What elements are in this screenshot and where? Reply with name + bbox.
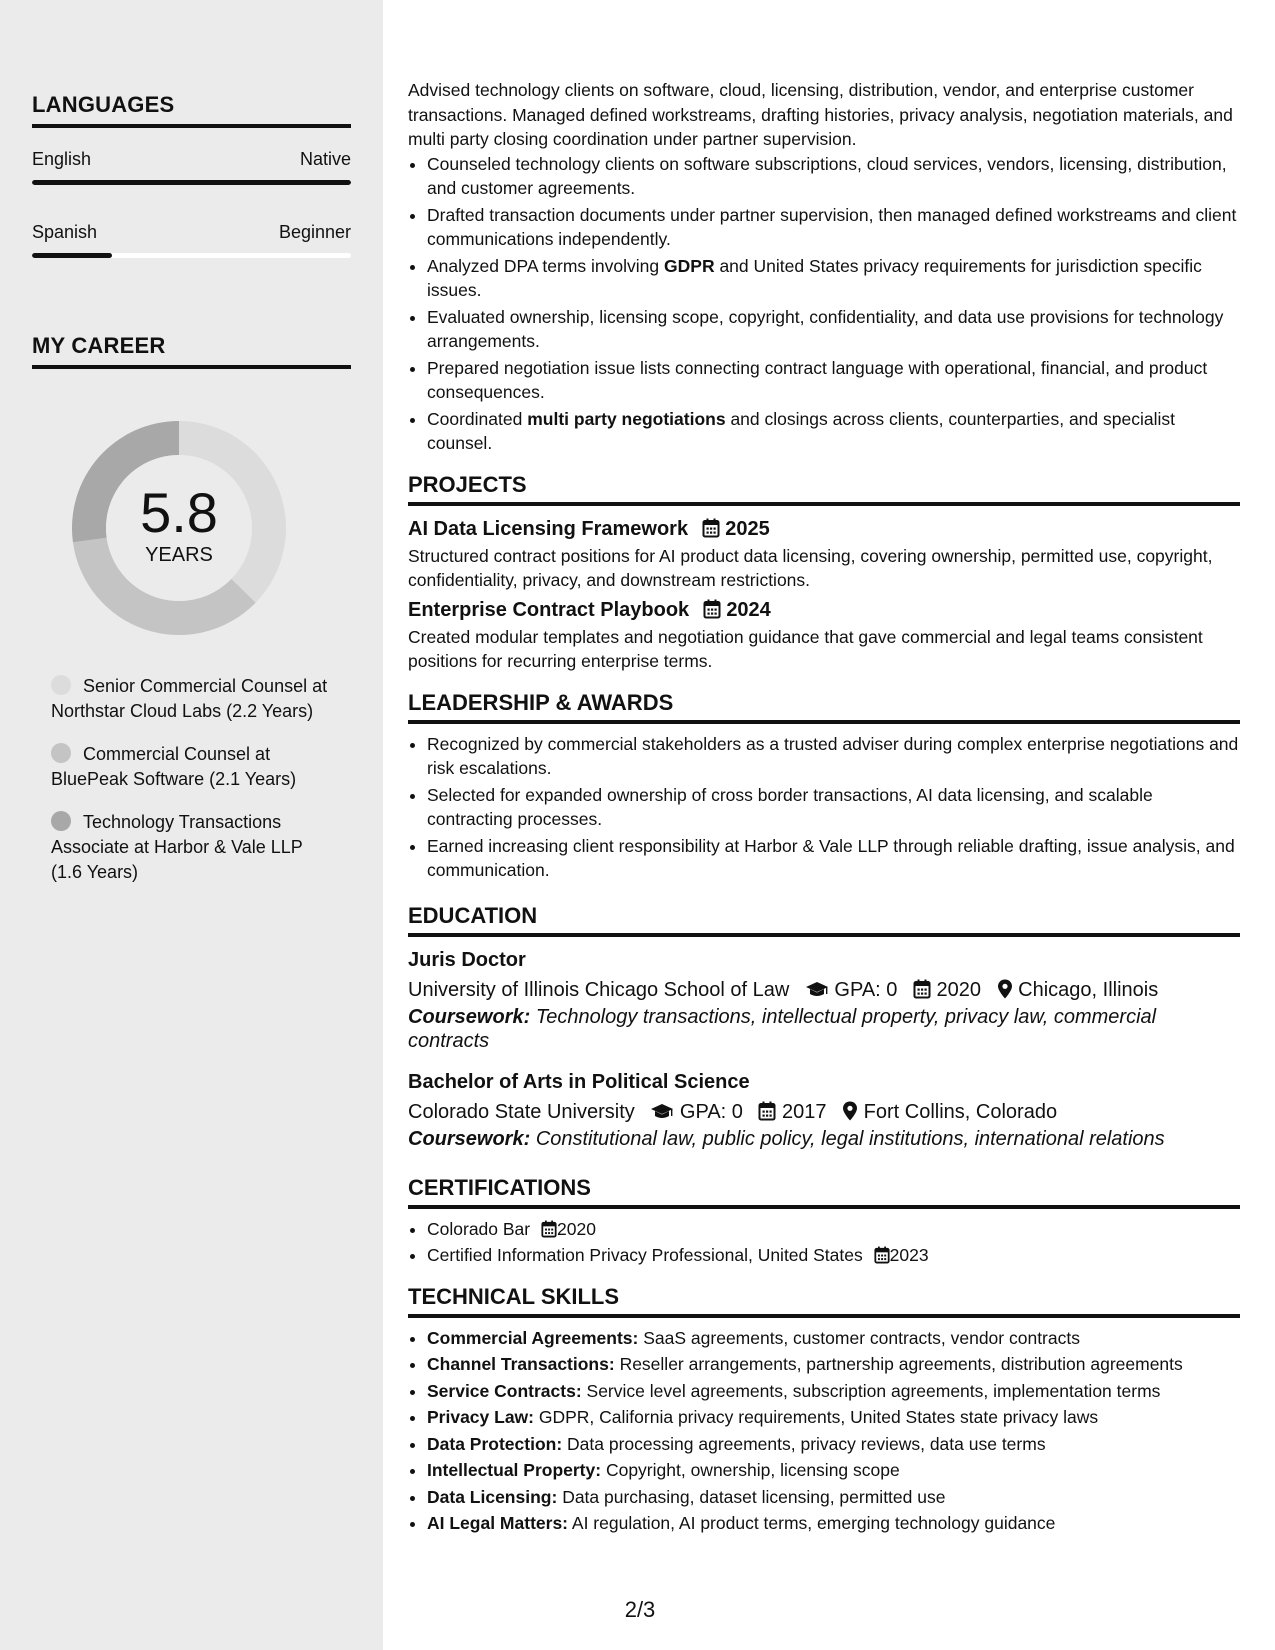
certification-name: Colorado Bar — [427, 1218, 531, 1239]
coursework-text: Constitutional law, public policy, legal institutions, international relations — [535, 1127, 1165, 1150]
skill-label: Intellectual Property: — [427, 1460, 602, 1480]
skill-item — [427, 1379, 1240, 1404]
skill-item — [427, 1432, 1240, 1457]
experience-bullet — [427, 203, 1240, 252]
skill-value: SaaS agreements, customer contracts, vendor contracts — [643, 1327, 1080, 1348]
calendar-icon — [874, 1245, 890, 1265]
experience-bullet — [427, 407, 1240, 456]
education-year: 2020 — [936, 978, 982, 1001]
project-title: Enterprise Contract Playbook — [408, 598, 690, 621]
skills-list — [408, 1326, 1240, 1536]
language-level: Native — [299, 149, 351, 169]
calendar-icon — [913, 979, 931, 1001]
bullet-text: and United States privacy requirements for jurisdiction specific issues. — [427, 255, 1202, 300]
leadership-item: • Recognized by commercial stakeholders as a trusted adviser during complex enterprise negotiations and risk escalations. — [427, 732, 1240, 781]
coursework-text: Technology transactions, intellectual property, privacy law, commercial contracts — [408, 1005, 1157, 1052]
experience-summary: Advised technology clients on software, cloud, licensing, distribution, vendor, and enterprise customer transactions. Managed defined workstreams, drafting histories, privacy analysis, negotiation materials, and multi party closing coordination under partner supervision. — [408, 80, 1233, 149]
language-proficiency-fill — [32, 180, 351, 185]
education-gpa: GPA: 0 — [679, 1100, 743, 1123]
experience-bullet — [427, 305, 1240, 354]
education-school: Colorado State University — [408, 1100, 635, 1123]
project-title: AI Data Licensing Framework — [408, 517, 689, 540]
projects-heading: PROJECTS — [408, 470, 1240, 506]
skill-item — [427, 1458, 1240, 1483]
language-proficiency-bar — [32, 180, 351, 185]
skill-item — [427, 1405, 1240, 1430]
experience-bullet — [427, 254, 1240, 303]
bullet-text: Analyzed DPA terms involving — [427, 255, 665, 276]
career-legend-label: Senior Commercial Counsel at Northstar Cloud Labs (2.2 Years) — [51, 676, 328, 721]
career-legend-label: Technology Transactions Associate at Harbor & Vale LLP (1.6 Years) — [51, 812, 303, 882]
location-pin-icon — [997, 979, 1013, 1001]
language-proficiency-fill — [32, 253, 112, 258]
skill-value: Service level agreements, subscription agreements, implementation terms — [586, 1380, 1161, 1401]
skill-value: Data processing agreements, privacy reviews, data use terms — [567, 1433, 1046, 1454]
main-content — [408, 78, 1240, 1538]
skill-label: Data Licensing: — [427, 1486, 558, 1507]
language-name: English — [32, 149, 92, 169]
skill-item — [427, 1326, 1240, 1351]
calendar-icon — [758, 1101, 776, 1123]
skill-label: AI Legal Matters: — [427, 1513, 568, 1533]
bullet-text: Coordinated — [427, 408, 528, 429]
project-year: 2024 — [726, 598, 771, 621]
legend-dot — [51, 811, 71, 831]
certification-name: Certified Information Privacy Professional, United States — [427, 1245, 863, 1265]
bullet-bold-text: multi party negotiations — [527, 408, 726, 429]
education-gpa: GPA: 0 — [834, 978, 898, 1001]
languages-heading: LANGUAGES — [32, 92, 351, 128]
career-donut-chart — [64, 413, 294, 643]
certification-year: 2020 — [557, 1218, 596, 1239]
skill-label: Commercial Agreements: — [427, 1327, 639, 1348]
languages-section — [32, 92, 351, 258]
skill-label: Privacy Law: — [427, 1407, 534, 1427]
skill-value: GDPR, California privacy requirements, United States state privacy laws — [538, 1407, 1099, 1427]
graduation-cap-icon — [805, 979, 829, 1001]
education-coursework — [408, 1127, 1240, 1151]
education-degree: Juris Doctor — [408, 948, 526, 971]
project-description: Created modular templates and negotiation guidance that gave commercial and legal teams consistent positions for recurring enterprise terms. — [408, 626, 1203, 671]
leadership-item: • Earned increasing client responsibility at Harbor & Vale LLP through reliable drafting, issue analysis, and communication. — [427, 834, 1240, 883]
bullet-text: Evaluated ownership, licensing scope, copyright, confidentiality, and data use provisions for technology arrangements. — [427, 306, 1224, 351]
leadership-list — [408, 732, 1240, 883]
education-school: University of Illinois Chicago School of Law — [408, 978, 790, 1001]
page-number: 2/3 — [624, 1597, 656, 1622]
education-heading: EDUCATION — [408, 901, 1240, 937]
calendar-icon — [541, 1219, 557, 1239]
career-total-years: 5.8 — [140, 481, 218, 544]
education-degree: Bachelor of Arts in Political Science — [408, 1070, 750, 1093]
bullet-text: and closings across clients, counterparties, and specialist counsel. — [427, 408, 1175, 453]
certification-year: 2023 — [889, 1245, 929, 1265]
skill-value: Copyright, ownership, licensing scope — [605, 1460, 900, 1480]
skill-value: Data purchasing, dataset licensing, permitted use — [562, 1486, 946, 1507]
skill-label: Channel Transactions: — [427, 1354, 615, 1374]
experience-bullets — [408, 152, 1240, 456]
career-heading: MY CAREER — [32, 333, 351, 369]
certification-item — [427, 1243, 1240, 1268]
skill-value: Reseller arrangements, partnership agreements, distribution agreements — [619, 1354, 1183, 1374]
education-coursework — [408, 1005, 1240, 1053]
sidebar — [0, 0, 383, 1650]
language-row — [32, 148, 351, 170]
skill-label: Service Contracts: — [427, 1380, 582, 1401]
bullet-text: Counseled technology clients on software subscriptions, cloud services, vendors, licensing, distribution, and customer agreements. — [427, 153, 1227, 198]
skill-label: Data Protection: — [427, 1433, 563, 1454]
language-level: Beginner — [278, 222, 351, 242]
career-legend-item — [51, 742, 331, 792]
calendar-icon — [702, 518, 720, 540]
career-section — [32, 333, 351, 369]
calendar-icon — [703, 599, 721, 621]
bullet-text: Prepared negotiation issue lists connecting contract language with operational, financial, and product consequences. — [427, 357, 1208, 402]
project-year: 2025 — [725, 517, 770, 540]
language-name: Spanish — [32, 222, 98, 242]
graduation-cap-icon — [650, 1101, 674, 1123]
career-legend-item — [51, 674, 331, 724]
career-total-unit: YEARS — [145, 544, 213, 566]
skill-item — [427, 1485, 1240, 1510]
legend-dot — [51, 675, 71, 695]
experience-bullet — [427, 356, 1240, 405]
coursework-label: Coursework: — [408, 1127, 531, 1150]
education-year: 2017 — [782, 1100, 827, 1123]
career-legend-label: Commercial Counsel at BluePeak Software (2.1 Years) — [51, 744, 297, 789]
career-donut-center — [64, 413, 294, 643]
career-legend-item — [51, 810, 331, 885]
bullet-bold-text: GDPR — [664, 255, 715, 276]
career-legend — [51, 674, 331, 903]
language-proficiency-bar — [32, 253, 351, 258]
skills-heading: TECHNICAL SKILLS — [408, 1282, 1240, 1318]
leadership-heading: LEADERSHIP & AWARDS — [408, 688, 1240, 724]
legend-dot — [51, 743, 71, 763]
education-details — [408, 1097, 1240, 1127]
education-details — [408, 975, 1240, 1005]
leadership-item: • Selected for expanded ownership of cross border transactions, AI data licensing, and scalable contracting processes. — [427, 783, 1240, 832]
education-location: Chicago, Illinois — [1018, 978, 1159, 1001]
bullet-text: Drafted transaction documents under partner supervision, then managed defined workstreams and client communications independently. — [427, 204, 1237, 249]
certifications-list — [408, 1217, 1240, 1268]
project-title-row — [408, 595, 1240, 625]
experience-bullet — [427, 152, 1240, 201]
project-title-row — [408, 514, 1240, 544]
skill-item — [427, 1352, 1240, 1377]
coursework-label: Coursework: — [408, 1005, 531, 1028]
skill-value: AI regulation, AI product terms, emerging technology guidance — [571, 1513, 1056, 1533]
certification-item — [427, 1217, 1240, 1242]
project-description: Structured contract positions for AI product data licensing, covering ownership, permitted use, copyright, confidentiality, privacy, and downstream restrictions. — [408, 545, 1213, 590]
education-location: Fort Collins, Colorado — [863, 1100, 1058, 1123]
skill-item — [427, 1511, 1240, 1536]
location-pin-icon — [842, 1101, 858, 1123]
language-row — [32, 221, 351, 243]
certifications-heading: CERTIFICATIONS — [408, 1173, 1240, 1209]
